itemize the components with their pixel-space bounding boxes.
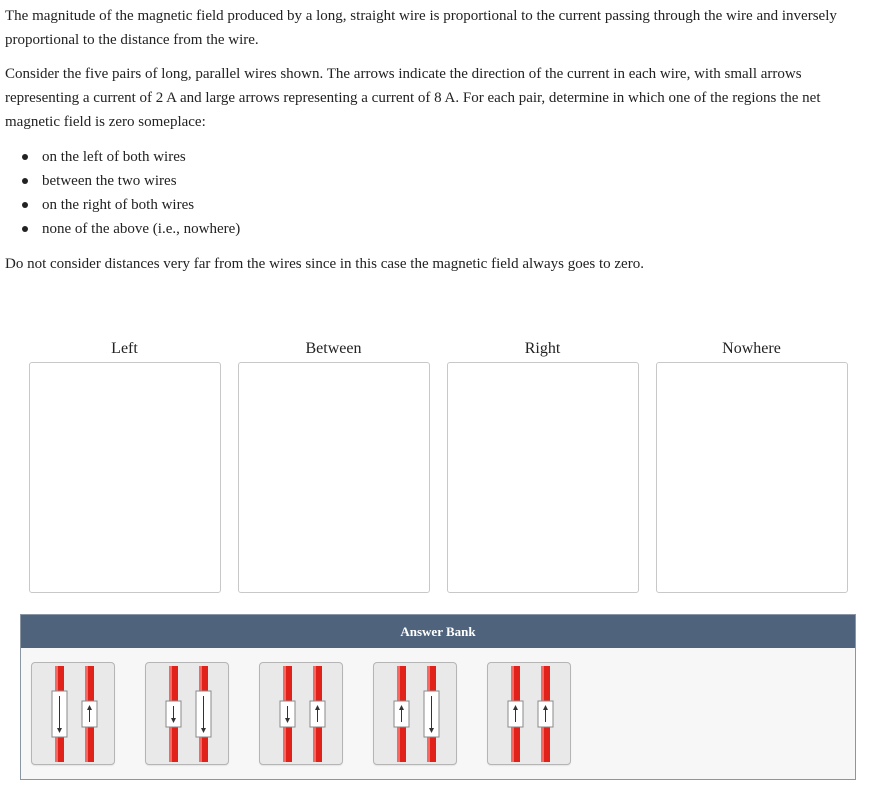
bullet-icon <box>22 226 28 232</box>
option-item <box>22 193 240 217</box>
wire-pair-card-3[interactable] <box>259 662 343 765</box>
wire-pair-card-5[interactable] <box>487 662 571 765</box>
drop-zone-nowhere[interactable] <box>656 362 848 593</box>
left-wire <box>166 666 181 762</box>
wire-pair-graphic <box>146 663 228 764</box>
note-text: Do not consider distances very far from the wires since in this case the magnetic field always goes to zero. <box>5 256 644 272</box>
option-item <box>22 169 240 193</box>
bullet-icon <box>22 154 28 160</box>
right-wire <box>196 666 211 762</box>
bullet-icon <box>22 202 28 208</box>
right-wire <box>310 666 325 762</box>
answer-bank <box>20 614 856 780</box>
left-wire <box>508 666 523 762</box>
wire-pair-graphic <box>488 663 570 764</box>
target-label-between: Between <box>305 340 362 357</box>
intro-text: The magnitude of the magnetic field produced by a long, straight wire is proportional to the current passing through the wire and inversely proportional to the distance from the wire. <box>5 8 837 48</box>
wire-pair-graphic <box>32 663 114 764</box>
wire-pair-graphic <box>260 663 342 764</box>
option-label: on the left of both wires <box>42 149 186 165</box>
bullet-icon <box>22 178 28 184</box>
wire-pair-card-2[interactable] <box>145 662 229 765</box>
target-label-nowhere: Nowhere <box>722 340 781 357</box>
drop-zone-between[interactable] <box>238 362 430 593</box>
left-wire <box>280 666 295 762</box>
option-label: none of the above (i.e., nowhere) <box>42 221 241 237</box>
right-wire <box>82 666 97 762</box>
target-label-right: Right <box>524 340 561 357</box>
target-label-left: Left <box>111 340 138 357</box>
option-item <box>22 217 240 241</box>
question-text: Consider the five pairs of long, parallel wires shown. The arrows indicate the direction of the current in each wire, with small arrows representing a current of 2 A and large arrows representing a current of 8 A. For each pair, determine in which one of the regions the net magnetic field is zero someplace: <box>5 66 821 130</box>
options-list <box>22 145 240 241</box>
right-wire <box>538 666 553 762</box>
option-label: on the right of both wires <box>42 197 195 213</box>
wire-pair-graphic <box>374 663 456 764</box>
drop-zone-left[interactable] <box>29 362 221 593</box>
left-wire <box>394 666 409 762</box>
wire-pair-card-1[interactable] <box>31 662 115 765</box>
wire-pair-card-4[interactable] <box>373 662 457 765</box>
drop-zone-right[interactable] <box>447 362 639 593</box>
answer-bank-title: Answer Bank <box>21 615 855 648</box>
option-label: between the two wires <box>42 173 177 189</box>
option-item <box>22 145 240 169</box>
left-wire <box>52 666 67 762</box>
right-wire <box>424 666 439 762</box>
